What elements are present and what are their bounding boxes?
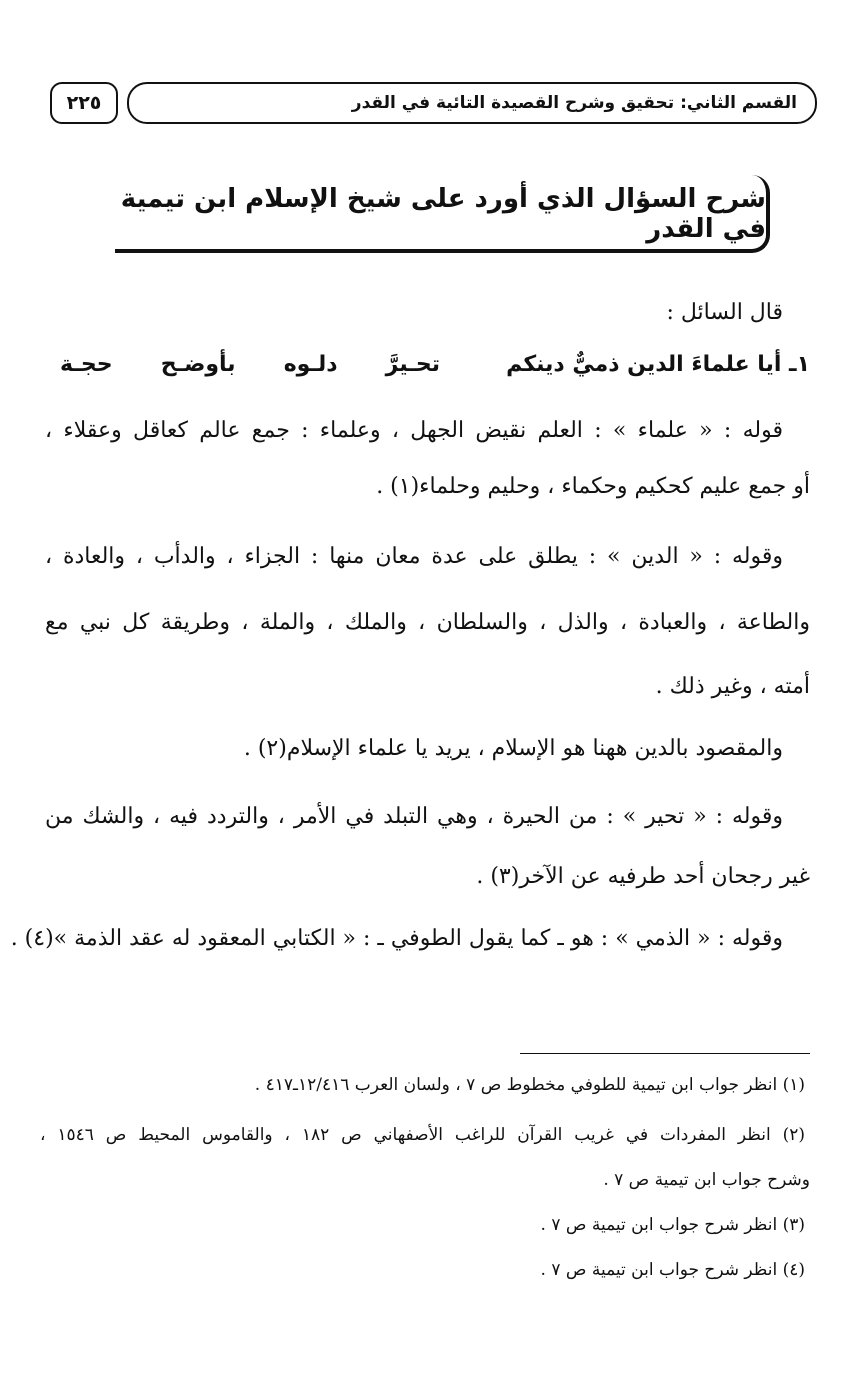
section-heading — [115, 175, 770, 253]
paragraph-3-line-1: والمقصود بالدين ههنا هو الإسلام ، يريد يا علماء الإسلام(٢) . — [243, 736, 783, 761]
paragraph-4-line-2: غير رجحان أحد طرفيه عن الآخر(٣) . — [476, 864, 810, 889]
footnote-2-line-1: (٢) انظر المفردات في غريب القرآن للراغب الأصفهاني ص ١٨٢ ، والقاموس المحيط ص ١٥٤٦ ، — [40, 1125, 805, 1145]
paragraph-2-line-2: والطاعة ، والعبادة ، والذل ، والسلطان ، والملك ، والملة ، وطريقة كل نبي مع — [45, 610, 810, 635]
intro-line: قال السائل : — [666, 300, 783, 325]
paragraph-1-line-1: قوله : « علماء » : العلم نقيض الجهل ، وعلماء : جمع عالم كعاقل وعقلاء ، — [45, 418, 783, 443]
paragraph-1-line-2: أو جمع عليم كحكيم وحكماء ، وحليم وحلماء(١) . — [376, 474, 810, 499]
paragraph-2-line-1: وقوله : « الدين » : يطلق على عدة معان منها : الجزاء ، والدأب ، والعادة ، — [45, 544, 783, 569]
paragraph-5-line-1: وقوله : « الذمي » : هو ـ كما يقول الطوفي ـ : « الكتابي المعقود له عقد الذمة »(٤) . — [10, 926, 783, 951]
section-heading-text: شرح السؤال الذي أورد على شيخ الإسلام ابن تيمية في القدر — [120, 184, 766, 244]
running-header-text: القسم الثاني: تحقيق وشرح القصيدة التائية في القدر — [351, 93, 797, 113]
paragraph-4-line-1: وقوله : « تحير » : من الحيرة ، وهي التبلد في الأمر ، والتردد فيه ، والشك من — [45, 804, 783, 829]
paragraph-2-line-3: أمته ، وغير ذلك . — [655, 674, 810, 699]
footnote-1: (١) انظر جواب ابن تيمية للطوفي مخطوط ص ٧ ، ولسان العرب ١٢/٤١٦ـ٤١٧ . — [254, 1075, 805, 1095]
footnote-2-line-2: وشرح جواب ابن تيمية ص ٧ . — [603, 1170, 810, 1190]
running-header-title — [127, 82, 817, 124]
footnote-4: (٤) انظر شرح جواب ابن تيمية ص ٧ . — [540, 1260, 805, 1280]
page-number-box — [50, 82, 118, 124]
footnote-3: (٣) انظر شرح جواب ابن تيمية ص ٧ . — [540, 1215, 805, 1235]
page-number: ٢٢٥ — [66, 92, 102, 114]
verse-first-hemistich: ١ـ أيا علماءَ الدين ذميٌّ دينكم — [506, 352, 810, 377]
footnote-separator — [520, 1053, 810, 1054]
verse-second-hemistich: تحـيرَّ دلـوه بأوضـح حجـة — [60, 352, 440, 377]
